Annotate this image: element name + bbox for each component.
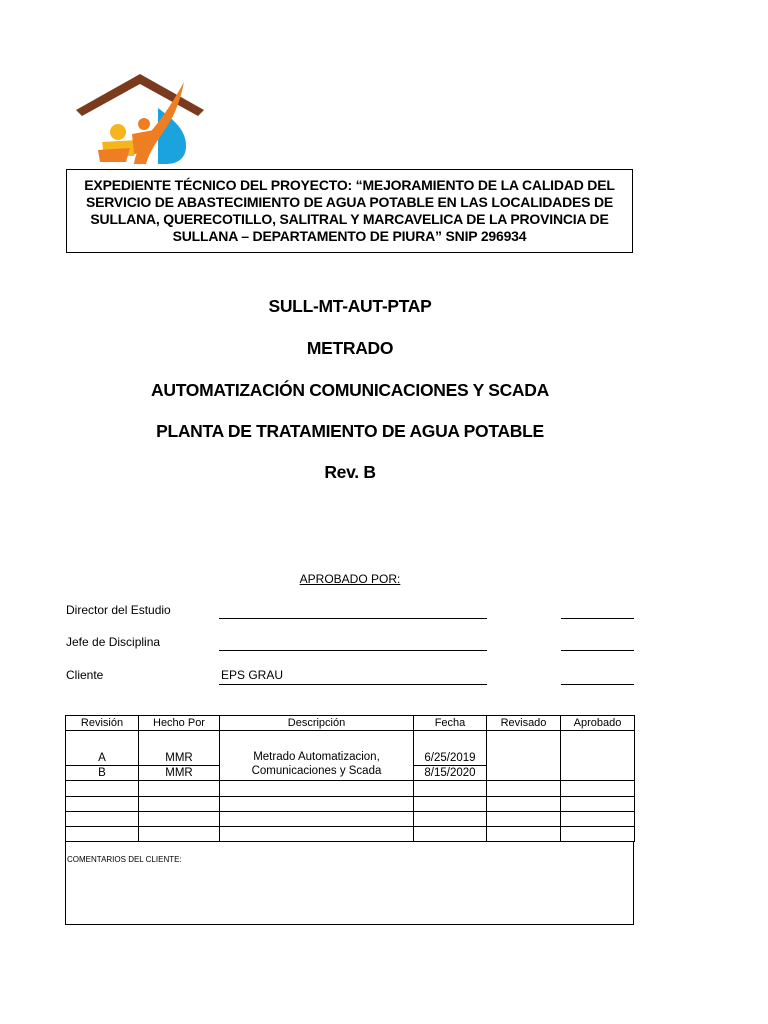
column-header: Revisado bbox=[487, 716, 561, 731]
approved-cell bbox=[561, 731, 635, 781]
revision-cell: B bbox=[66, 766, 139, 781]
author-cell: MMR bbox=[139, 731, 220, 766]
document-code: SULL-MT-AUT-PTAP bbox=[268, 296, 432, 316]
project-title-box bbox=[66, 169, 633, 253]
revision-title: Rev. B bbox=[324, 462, 376, 482]
table-header-row bbox=[66, 716, 635, 731]
column-header: Revisión bbox=[66, 716, 139, 731]
signature-value-client: EPS GRAU bbox=[221, 668, 284, 682]
signature-line-client bbox=[219, 684, 487, 685]
signature-date-line-client bbox=[561, 684, 634, 685]
signature-date-line-discipline bbox=[561, 650, 634, 651]
document-subject: AUTOMATIZACIÓN COMUNICACIONES Y SCADA bbox=[151, 380, 549, 400]
reviewed-cell bbox=[487, 731, 561, 781]
signature-label-director: Director del Estudio bbox=[66, 603, 171, 617]
approved-by-heading: APROBADO POR: bbox=[299, 572, 401, 586]
author-cell: MMR bbox=[139, 766, 220, 781]
table-row bbox=[66, 827, 635, 842]
column-header: Aprobado bbox=[561, 716, 635, 731]
signature-line-discipline bbox=[219, 650, 487, 651]
client-comments-label: COMENTARIOS DEL CLIENTE: bbox=[67, 855, 182, 864]
date-cell: 6/25/2019 bbox=[414, 731, 487, 766]
revision-table bbox=[65, 715, 635, 842]
facility-title: PLANTA DE TRATAMIENTO DE AGUA POTABLE bbox=[156, 421, 544, 441]
client-comments-box bbox=[65, 841, 634, 925]
table-row bbox=[66, 812, 635, 827]
date-cell: 8/15/2020 bbox=[414, 766, 487, 781]
project-title: EXPEDIENTE TÉCNICO DEL PROYECTO: “MEJORAMIENTO DE LA CALIDAD DEL SERVICIO DE ABASTECIMIENTO DE AGUA POTABLE EN LAS LOCALIDADES DE SULLANA, QUERECOTILLO, SALITRAL Y MARCAVELICA DE LA PROVINCIA DE SULLANA – DEPARTAMENTO DE PIURA” SNIP 296934 bbox=[84, 177, 615, 244]
document-type: METRADO bbox=[306, 338, 394, 358]
column-header: Descripción bbox=[220, 716, 414, 731]
description-cell: Metrado Automatizacion, Comunicaciones y Scada bbox=[220, 731, 414, 781]
table-row bbox=[66, 731, 635, 766]
table-row bbox=[66, 781, 635, 797]
signature-label-client: Cliente bbox=[66, 668, 104, 682]
signature-line-director bbox=[219, 618, 487, 619]
signature-date-line-director bbox=[561, 618, 634, 619]
column-header: Hecho Por bbox=[139, 716, 220, 731]
table-row bbox=[66, 797, 635, 812]
column-header: Fecha bbox=[414, 716, 487, 731]
signature-label-discipline: Jefe de Disciplina bbox=[66, 635, 161, 649]
revision-cell: A bbox=[66, 731, 139, 766]
company-logo bbox=[74, 70, 206, 166]
